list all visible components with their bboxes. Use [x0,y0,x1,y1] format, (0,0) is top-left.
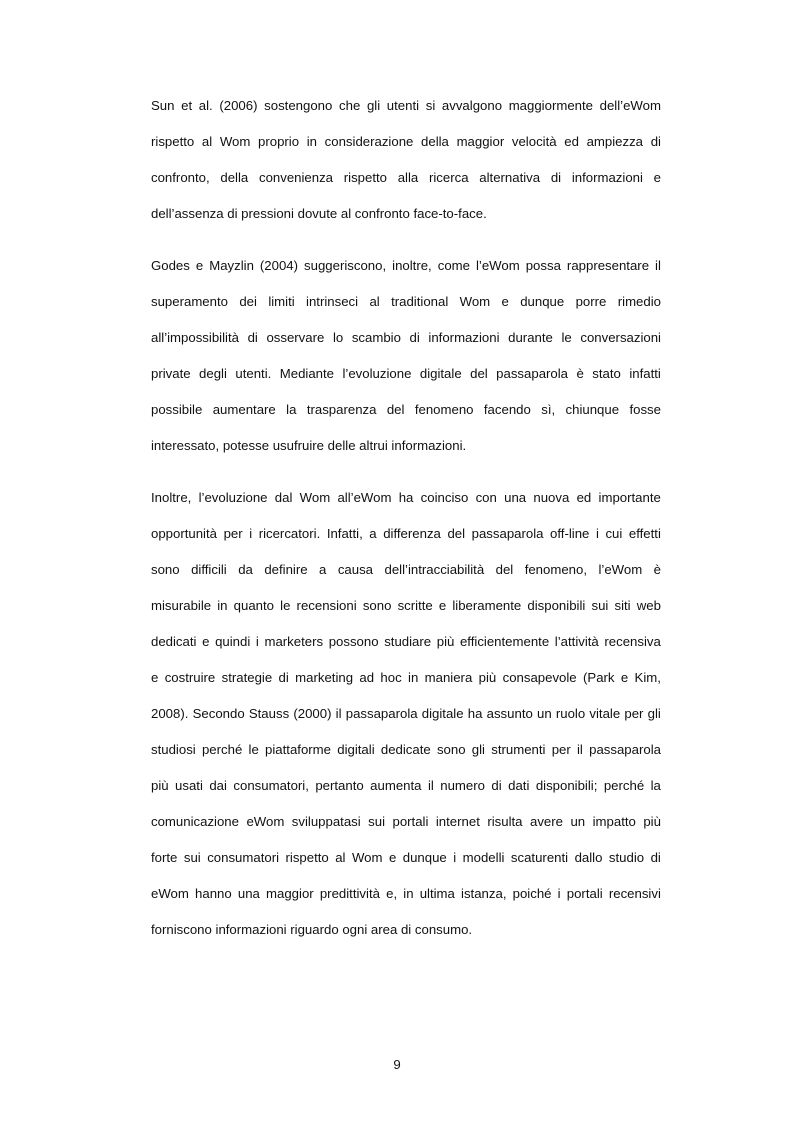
word: disponibili; [535,778,598,793]
word: e [195,258,204,273]
word: per [223,526,243,541]
word: per [624,706,644,721]
paragraph [151,88,661,232]
word: il [427,778,434,793]
word: eWom [246,814,285,829]
word: sì, [541,402,556,417]
word: scritte [397,598,433,613]
word: velocità [511,134,557,149]
word: consapevole [502,670,577,685]
word: degli [199,366,227,381]
word: in [403,886,414,901]
word: superamento [151,294,228,309]
word: considerazione [324,134,414,149]
word: dell’eWom [599,98,661,113]
text-line [151,356,661,392]
word: quindi [215,634,251,649]
word: ed [576,490,592,505]
word: scaturenti [510,850,569,865]
word: della [421,134,449,149]
word: efficientemente [459,634,550,649]
word: lo [332,330,344,345]
word: del [447,526,466,541]
word: perché [603,778,645,793]
word: i [595,526,599,541]
word: siti [614,598,631,613]
word: a [369,526,377,541]
word: passaparola [496,366,569,381]
word: le [248,742,259,757]
word: costruire [164,670,216,685]
word: proprio [258,134,300,149]
word: Godes [151,258,190,273]
word: sono [151,562,180,577]
word: un [537,706,552,721]
word: l’eWom [598,562,643,577]
word: causa [337,562,374,577]
word: sono [436,742,466,757]
word: ed [564,134,579,149]
word: che [339,98,361,113]
word: avere [530,814,563,829]
word: al [201,134,213,149]
text-line [151,284,661,320]
body-text [151,88,661,948]
word: gli [471,742,485,757]
word: Stauss [248,706,290,721]
word: nuova [533,490,570,505]
word: perché [201,742,243,757]
word: più [643,814,661,829]
word: ultima [419,886,455,901]
word: ricercatori. [258,526,321,541]
word: comunicazione [151,814,239,829]
word: con [475,490,497,505]
word: fenomeno, [524,562,588,577]
word: stato [592,366,621,381]
text-line [151,392,661,428]
word: studiosi [151,742,196,757]
word: istanza, [461,886,507,901]
word: durante [508,330,553,345]
word: (2004) [259,258,299,273]
word: possibile [151,402,203,417]
text-line [151,320,661,356]
text-line [151,696,661,732]
word: ha [398,490,414,505]
word: passaparola [589,742,661,757]
word: del [470,366,488,381]
word: suggeriscono, [304,258,387,273]
word: sui [183,850,201,865]
word: passaparola [345,706,418,721]
word: rappresentare [566,258,650,273]
word: all’eWom [337,490,392,505]
word: alternativa [479,170,541,185]
word: forte [151,850,178,865]
word: Wom [351,850,383,865]
word: Wom [459,294,491,309]
word: dai [209,778,227,793]
word: l’evoluzione [198,490,268,505]
word: ruolo [555,706,586,721]
word: del [495,562,514,577]
word: Inoltre, [151,490,192,505]
word: chiunque [565,402,620,417]
word: e [202,634,210,649]
word: web [636,598,661,613]
word: Wom [219,134,251,149]
word: recensivi [608,886,661,901]
word: una [237,886,260,901]
word: effetti [628,526,661,541]
word: osservare [266,330,325,345]
word: ampiezza [586,134,644,149]
word: Secondo [192,706,245,721]
word: e [653,170,661,185]
word: alla [397,170,419,185]
word: sui [591,598,609,613]
word: possono [328,634,379,649]
word: inoltre, [392,258,432,273]
word: dal [274,490,293,505]
word: dunque [520,294,565,309]
text-line [151,588,661,624]
word: è [653,562,661,577]
word: hanno [195,886,232,901]
word: rispetto [343,170,387,185]
word: Mediante [279,366,335,381]
word: eWom [151,886,189,901]
word: numero [440,778,485,793]
word: dunque [402,850,447,865]
word: l’evoluzione [342,366,412,381]
word: convenienza [258,170,334,185]
word: Kim, [634,670,661,685]
text-line: dell’assenza di pressioni dovute al confronto face-to-face. [151,206,487,221]
word: di [491,778,502,793]
word: i [453,850,457,865]
word: di [409,330,420,345]
word: strumenti [491,742,546,757]
text-line [151,624,661,660]
word: passaparola [471,526,544,541]
word: studio [608,850,645,865]
word: e [388,850,397,865]
text-line [151,88,661,124]
paragraph-gap [151,464,661,480]
text-line [151,840,661,876]
word: al [335,850,346,865]
word: gli [366,98,381,113]
word: maggior [456,134,505,149]
word: il [335,706,342,721]
word: ha [467,706,483,721]
word: fosse [629,402,661,417]
word: dedicate [380,742,431,757]
word: e [151,670,159,685]
word: (Park [583,670,615,685]
word: i [255,634,259,649]
word: predittività [319,886,380,901]
word: piattaforme [265,742,331,757]
word: internet [435,814,480,829]
word: in [217,598,228,613]
paragraph [151,248,661,464]
word: la [286,402,297,417]
text-line [151,768,661,804]
word: da [238,562,253,577]
word: maniera [424,670,473,685]
word: recensioni [296,598,357,613]
word: recensiva [604,634,661,649]
word: in [408,670,419,685]
word: sostengono [264,98,333,113]
word: Infatti, [326,526,363,541]
word: sono [362,598,392,613]
text-line: forniscono informazioni riguardo ogni area di consumo. [151,922,473,937]
word: più [478,670,497,685]
word: le [280,598,291,613]
word: strategie [221,670,273,685]
word: porre [575,294,607,309]
word: off-line [550,526,590,541]
word: Wom [299,490,331,505]
word: Mayzlin [209,258,254,273]
word: vitale [589,706,621,721]
word: cui [605,526,623,541]
word: il [655,258,661,273]
word: portali [392,814,429,829]
text-line [151,876,661,912]
word: disponibili [527,598,586,613]
paragraph-gap [151,232,661,248]
word: dei [239,294,257,309]
text-line [151,804,661,840]
word: dedicati [151,634,197,649]
word: confronto, [151,170,210,185]
word: ad [359,670,375,685]
text-line [151,732,661,768]
word: una [504,490,527,505]
word: di [247,330,258,345]
word: al [369,294,380,309]
word: (2006) [219,98,258,113]
word: avvalgono [441,98,503,113]
word: studiare [384,634,432,649]
word: et [181,98,193,113]
word: digitale [419,366,462,381]
word: della [220,170,249,185]
word: i [557,886,561,901]
word: del [386,402,405,417]
word: private [151,366,191,381]
word: maggior [266,886,314,901]
paragraph [151,480,661,948]
word: dati [508,778,530,793]
word: più [436,634,455,649]
word: di [650,850,661,865]
word: al. [198,98,213,113]
word: (2000) [293,706,332,721]
text-line [151,660,661,696]
word: scambio [351,330,401,345]
word: portali [566,886,603,901]
word: gli [647,706,661,721]
word: facendo [483,402,531,417]
word: marketers [264,634,324,649]
word: difficili [191,562,227,577]
word: sui [368,814,386,829]
word: i [249,526,253,541]
word: dallo [574,850,603,865]
word: dell’intracciabilità [384,562,485,577]
word: opportunità [151,526,217,541]
word: poiché [512,886,552,901]
word: si [425,98,436,113]
word: aumenta [370,778,422,793]
word: usati [175,778,203,793]
word: maggiormente [508,98,593,113]
text-line [151,552,661,588]
word: le [561,330,572,345]
word: modelli [462,850,505,865]
text-line [151,516,661,552]
word: come [437,258,470,273]
word: ricerca [428,170,469,185]
word: e, [386,886,398,901]
word: marketing [295,670,354,685]
word: un [570,814,586,829]
word: possa [525,258,561,273]
word: informazioni [428,330,500,345]
word: limiti [268,294,295,309]
word: di [650,134,661,149]
text-line [151,160,661,196]
word: quanto [233,598,274,613]
word: impatto [592,814,636,829]
word: assunto [486,706,533,721]
word: traditional [391,294,449,309]
word: digitali [337,742,375,757]
word: intrinseci [306,294,359,309]
word: trasparenza [306,402,377,417]
word: pertanto [315,778,364,793]
word: rispetto [285,850,329,865]
text-line [151,124,661,160]
word: consumatori, [233,778,309,793]
word: differenza [383,526,441,541]
word: la [650,778,661,793]
word: coinciso [420,490,469,505]
word: hoc [380,670,402,685]
word: di [550,170,562,185]
word: e [438,598,447,613]
word: l’eWom [475,258,520,273]
word: e [501,294,509,309]
word: 2008). [151,706,189,721]
word: rispetto [151,134,195,149]
page-number: 9 [393,1057,401,1072]
word: di [278,670,289,685]
text-line: interessato, potesse usufruire delle altrui informazioni. [151,438,467,453]
word: per [551,742,571,757]
word: più [151,778,169,793]
word: infatti [629,366,661,381]
text-line [151,248,661,284]
word: importante [598,490,661,505]
word: risulta [487,814,523,829]
word: conversazioni [580,330,661,345]
word: consumatori [207,850,280,865]
word: liberamente [452,598,522,613]
word: il [577,742,583,757]
word: sviluppatasi [291,814,361,829]
word: e [620,670,629,685]
word: Sun [151,98,175,113]
word: in [306,134,317,149]
word: aumentare [212,402,276,417]
word: utenti [386,98,420,113]
word: fenomeno [414,402,474,417]
text-line [151,480,661,516]
word: utenti. [235,366,272,381]
word: digitale [421,706,464,721]
word: definire [264,562,308,577]
word: all’impossibilità [151,330,239,345]
word: l’attività [554,634,599,649]
word: è [576,366,584,381]
word: rimedio [617,294,661,309]
word: misurabile [151,598,212,613]
word: a [319,562,327,577]
word: informazioni [571,170,643,185]
